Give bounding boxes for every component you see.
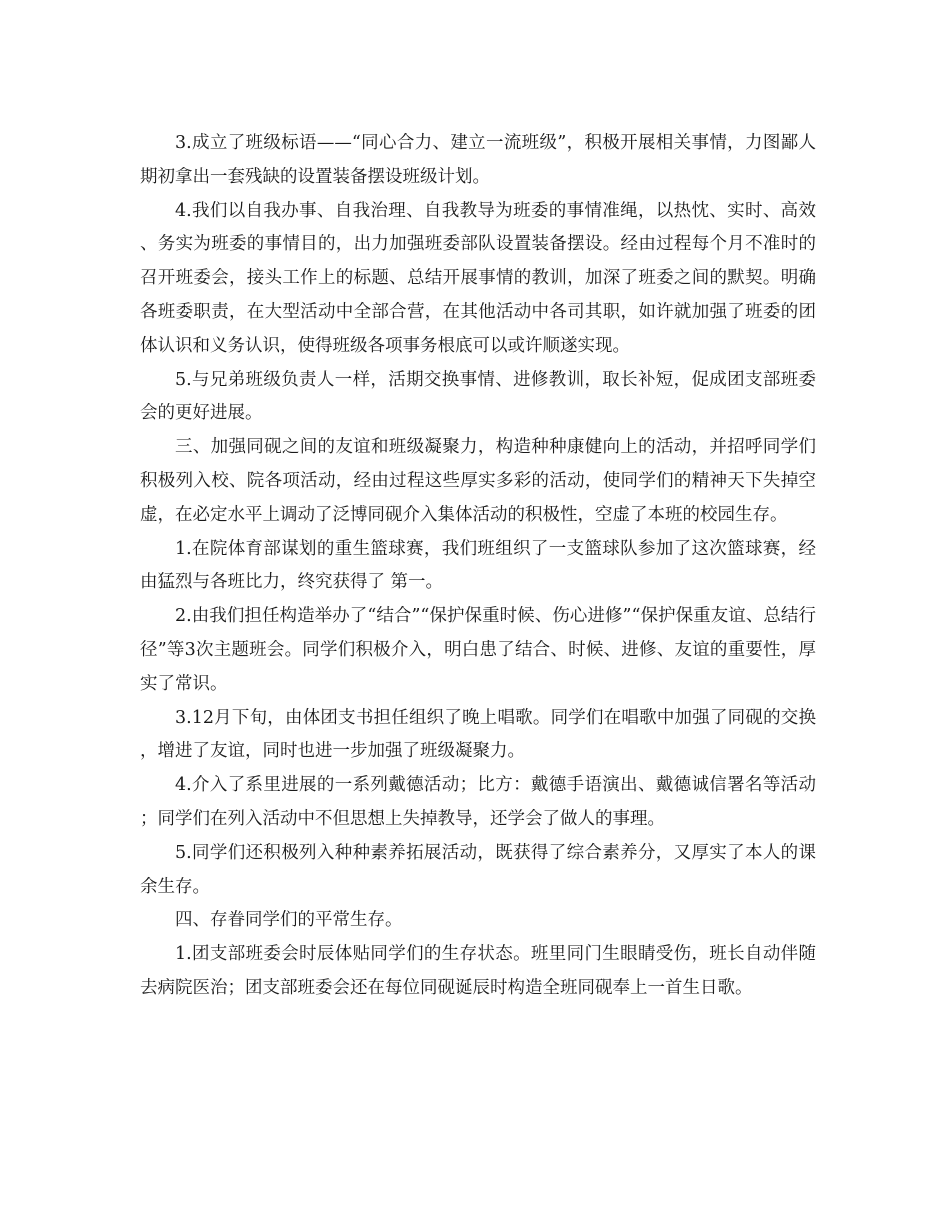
paragraph-committee-principles: 4.我们以自我办事、自我治理、自我教导为班委的事情准绳，以热忱、实时、高效、务实为班委的事情目的，出力加强班委部队设置装备摆设。经由过程每个月不准时的召开班委会，接头工作上的标题、总结开展事情的教训，加深了班委之间的默契。明确各班委职责，在大型活动中全部合营，在其他活动中各司其职，如许就加强了班委的团体认识和义务认识，使得班级各项事务根底可以或许顺遂实现。 — [140, 200, 816, 356]
paragraph-theme-meetings: 2.由我们担任构造举办了“结合”“保护保重时候、伤心进修”“保护保重友谊、总结行径”等3次主题班会。同学们积极介入，明白患了结合、时候、进修、友谊的重要性，厚实了常识。 — [140, 606, 816, 694]
paragraph-quality-activities: 5.同学们还积极列入种种素养拓展活动，既获得了综合素养分，又厚实了本人的课余生存。 — [140, 842, 816, 897]
paragraph-student-care: 1.团支部班委会时辰体贴同学们的生存状态。班里同门生眼睛受伤，班长自动伴随去病院医治；团支部班委会还在每位同砚诞辰时构造全班同砚奉上一首生日歌。 — [140, 944, 816, 998]
paragraph-gratitude-activities: 4.介入了系里进展的一系列戴德活动；比方：戴德手语演出、戴德诚信署名等活动；同学们在列入活动中不但思想上失掉教导，还学会了做人的事理。 — [140, 775, 816, 829]
paragraph-section-three-heading: 三、加强同砚之间的友谊和班级凝聚力，构造种种康健向上的活动，并招呼同学们积极列入校、院各项活动，经由过程这些厚实多彩的活动，使同学们的精神天下失掉空虚，在必定水平上调动了泛博同砚介入集体活动的积极性，空虚了本班的校园生存。 — [140, 437, 816, 525]
paragraph-section-four-heading: 四、存眷同学们的平常生存。 — [175, 910, 403, 931]
paragraph-class-slogan: 3.成立了班级标语——“同心合力、建立一流班级”，积极开展相关事情，力图鄙人期初拿出一套残缺的设置装备摆设班级计划。 — [140, 133, 816, 187]
document-body — [140, 127, 816, 1006]
paragraph-evening-singing: 3.12月下旬，由体团支书担任组织了晚上唱歌。同学们在唱歌中加强了同砚的交换，增进了友谊，同时也进一步加强了班级凝聚力。 — [140, 707, 816, 762]
paragraph-exchange-with-classes: 5.与兄弟班级负责人一样，活期交换事情、进修教训，取长补短，促成团支部班委会的更好进展。 — [140, 369, 816, 424]
paragraph-basketball-game: 1.在院体育部谋划的重生篮球赛，我们班组织了一支篮球队参加了这次篮球赛，经由猛烈与各班比力，终究获得了 第一。 — [140, 538, 816, 593]
